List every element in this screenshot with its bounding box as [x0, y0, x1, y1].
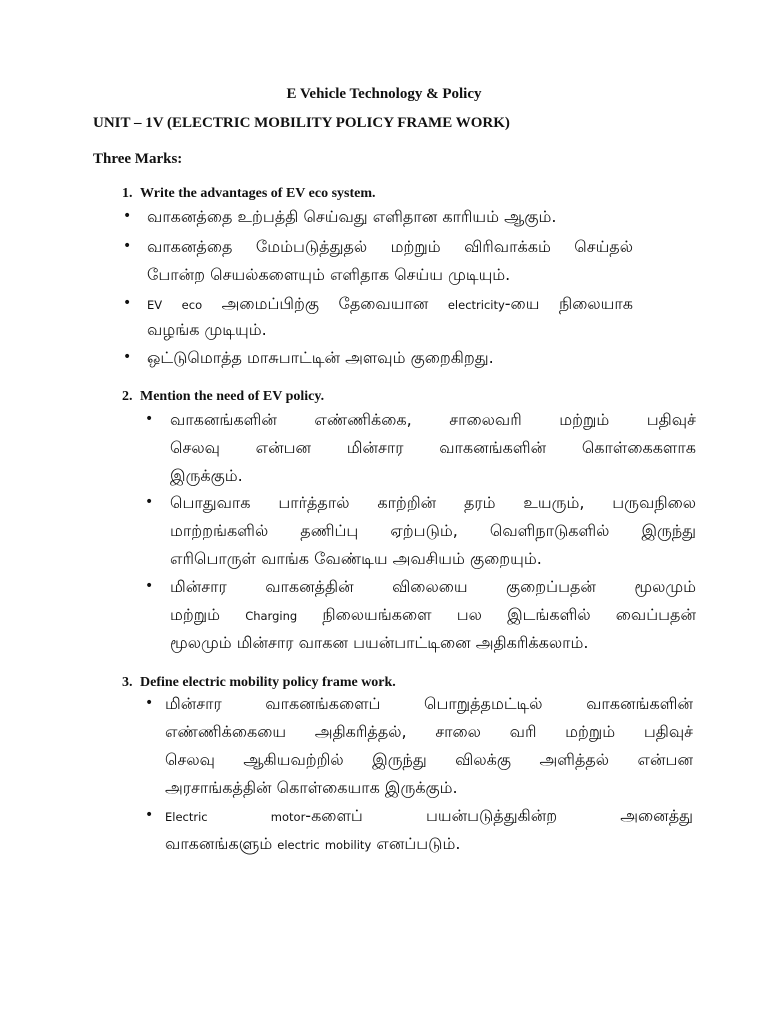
- word: மற்றும்: [565, 722, 616, 741]
- word: அதிகரித்தல்,: [314, 722, 407, 741]
- word: குறைகிறது.: [410, 348, 494, 367]
- word: இருந்து: [372, 750, 427, 769]
- word: இருக்கும்.: [170, 466, 243, 485]
- word: இடங்களில்: [507, 605, 591, 624]
- answer-line: [165, 750, 693, 771]
- word: இருக்கும்.: [384, 778, 458, 797]
- word: தணிப்பு: [300, 521, 359, 540]
- answer-line: [170, 466, 243, 487]
- answer-line: [170, 633, 588, 654]
- question-text: Mention the need of EV policy.: [140, 389, 325, 404]
- word: electricity-யை: [447, 294, 540, 313]
- bullet-marker: •: [123, 295, 132, 311]
- section-heading: Three Marks:: [93, 151, 183, 167]
- word: மின்சார: [346, 438, 404, 457]
- word: இருந்து: [641, 521, 696, 540]
- word: வேண்டிய: [314, 549, 388, 568]
- answer-line: [165, 722, 693, 743]
- word: கொள்கையாக: [276, 778, 380, 797]
- word: வாகன: [298, 633, 348, 652]
- question-number: 3.: [122, 675, 133, 690]
- word: அரசாங்கத்தின்: [165, 778, 272, 797]
- word: நிலையங்களை: [322, 605, 432, 624]
- word: பார்த்தால்: [278, 493, 350, 512]
- word: விலக்கு: [455, 750, 511, 769]
- word: விலையை: [392, 577, 468, 596]
- answer-line: [170, 410, 696, 431]
- word: [147, 294, 162, 315]
- word: வாகனங்களும்: [165, 834, 273, 853]
- word: அளவும்: [345, 348, 406, 367]
- bullet-marker: •: [123, 208, 132, 224]
- word: ஆகியவற்றில்: [243, 750, 344, 769]
- word: செலவு: [165, 750, 215, 769]
- bullet-marker: •: [145, 411, 154, 427]
- word: வாகனங்களின்: [439, 438, 547, 457]
- latin-word: eco: [181, 298, 203, 312]
- word: அதிகரிக்கலாம்.: [475, 633, 589, 652]
- word: பயன்படுத்துகின்ற: [425, 806, 558, 825]
- answer-line: [165, 806, 693, 827]
- word: [245, 605, 297, 626]
- word: ஆகும்.: [504, 207, 557, 226]
- latin-word: electricity: [447, 298, 505, 312]
- word: வாகனங்களின்: [170, 410, 277, 429]
- word: motor-களைப்: [270, 806, 363, 825]
- answer-line: [147, 348, 494, 369]
- latin-word: Charging: [245, 609, 298, 623]
- word: எளிதான: [372, 207, 438, 226]
- document-title: E Vehicle Technology & Policy: [286, 86, 482, 102]
- answer-line: [170, 521, 696, 542]
- word: [325, 834, 371, 853]
- bullet-marker: •: [123, 238, 132, 254]
- word: வாங்க: [261, 549, 309, 568]
- bullet-marker: •: [145, 695, 154, 711]
- word: ஏற்படும்,: [390, 521, 458, 540]
- word: செயல்களையும்: [210, 265, 325, 284]
- word: பல: [456, 605, 482, 624]
- word: காரியம்: [442, 207, 500, 226]
- word: வாகனத்தை: [147, 207, 233, 226]
- latin-word: motor: [270, 810, 306, 824]
- word: மற்றும்: [170, 605, 221, 624]
- word: முடியும்.: [448, 265, 511, 284]
- answer-line: [170, 605, 696, 626]
- word: எரிபொருள்: [170, 549, 256, 568]
- word: மாற்றங்களில்: [170, 521, 269, 540]
- word: அவசியம்: [392, 549, 465, 568]
- word: வரி: [509, 722, 537, 741]
- word: வாகனத்தின்: [265, 577, 354, 596]
- word: நிலையாக: [558, 294, 633, 313]
- latin-word: electric: [277, 838, 320, 852]
- latin-word: EV: [147, 298, 163, 312]
- question-number: 1.: [122, 186, 133, 201]
- word: அளித்தல்: [539, 750, 610, 769]
- answer-line: [170, 577, 696, 598]
- word: அனைத்து: [620, 806, 693, 825]
- word: சாலை: [435, 722, 481, 741]
- word: மூலமும்: [634, 577, 696, 596]
- word: மற்றும்: [559, 410, 610, 429]
- word: எளிதாக: [329, 265, 390, 284]
- bullet-marker: •: [145, 494, 154, 510]
- word: மின்சார: [170, 577, 227, 596]
- word: எண்ணிக்கையை: [165, 722, 287, 741]
- word: வைப்பதன்: [615, 605, 696, 624]
- word: பொதுவாக: [170, 493, 251, 512]
- answer-line: [170, 438, 696, 459]
- unit-heading: UNIT – 1V (ELECTRIC MOBILITY POLICY FRAME WORK): [93, 115, 510, 131]
- answer-line: [165, 694, 693, 715]
- word: வழங்க: [147, 320, 200, 339]
- word: செய்வது: [303, 207, 368, 226]
- answer-line: [170, 493, 696, 514]
- question-text: Define electric mobility policy frame work.: [140, 675, 396, 690]
- word: [277, 834, 319, 853]
- word: ஒட்டுமொத்த: [147, 348, 242, 367]
- word: [165, 806, 208, 827]
- word: தேவையான: [338, 294, 429, 313]
- answer-line: [170, 549, 542, 570]
- word: மாசுபாட்டின்: [247, 348, 340, 367]
- question-number: 2.: [122, 389, 133, 404]
- latin-word: mobility: [324, 838, 372, 852]
- word: தரம்: [463, 493, 496, 512]
- answer-line: [147, 294, 633, 315]
- word: செய்ய: [394, 265, 443, 284]
- latin-word: Electric: [165, 810, 208, 824]
- word: வெளிநாடுகளில்: [489, 521, 610, 540]
- word: சாலைவரி: [449, 410, 522, 429]
- word: காற்றின்: [377, 493, 437, 512]
- word: செய்தல்: [574, 237, 633, 256]
- word: உற்பத்தி: [237, 207, 299, 226]
- answer-line: [147, 207, 556, 228]
- answer-line: [147, 265, 510, 286]
- word: போன்ற: [147, 265, 206, 284]
- word: வாகனத்தை: [147, 237, 233, 256]
- answer-line: [147, 237, 633, 258]
- word: மின்சார: [236, 633, 294, 652]
- word: மேம்படுத்துதல்: [255, 237, 368, 256]
- word: குறையும்.: [469, 549, 542, 568]
- word: மூலமும்: [170, 633, 232, 652]
- word: எண்ணிக்கை,: [314, 410, 412, 429]
- answer-line: [165, 778, 458, 799]
- word: பதிவுச்: [643, 722, 693, 741]
- word: பதிவுச்: [646, 410, 696, 429]
- answer-line: [165, 834, 460, 855]
- word: அமைப்பிற்கு: [221, 294, 319, 313]
- word: வாகனங்களின்: [586, 694, 693, 713]
- word: உயரும்,: [523, 493, 585, 512]
- word: செலவு: [170, 438, 220, 457]
- word: மின்சார: [165, 694, 222, 713]
- word: விரிவாக்கம்: [464, 237, 551, 256]
- word: வாகனங்களைப்: [265, 694, 381, 713]
- word: பருவநிலை: [612, 493, 696, 512]
- answer-line: [147, 320, 267, 341]
- word: கொள்கைகளாக: [581, 438, 696, 457]
- word: என்பன: [255, 438, 312, 457]
- word: முடியும்.: [204, 320, 267, 339]
- word: எனப்படும்.: [376, 834, 461, 853]
- word: குறைப்பதன்: [506, 577, 596, 596]
- bullet-marker: •: [145, 807, 154, 823]
- bullet-marker: •: [123, 349, 132, 365]
- word: மற்றும்: [390, 237, 441, 256]
- word: பொறுத்தமட்டில்: [424, 694, 543, 713]
- word: [182, 294, 202, 315]
- question-text: Write the advantages of EV eco system.: [140, 186, 376, 201]
- bullet-marker: •: [145, 578, 154, 594]
- word: என்பன: [637, 750, 693, 769]
- word: பயன்பாட்டினை: [353, 633, 471, 652]
